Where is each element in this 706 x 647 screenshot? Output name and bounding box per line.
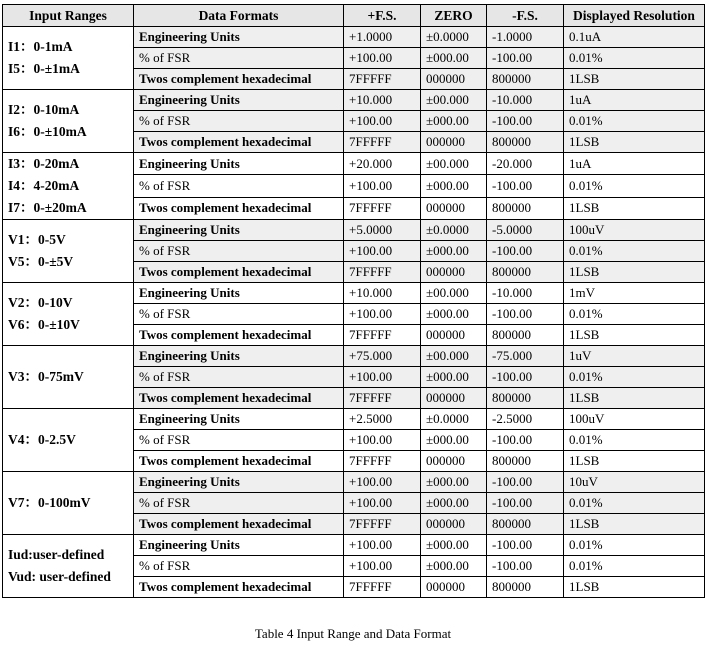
data-format-cell: Twos complement hexadecimal [134, 262, 344, 283]
data-format-cell: Twos complement hexadecimal [134, 577, 344, 598]
positive-fs-cell: +100.00 [344, 241, 421, 262]
table-row [3, 283, 705, 304]
resolution-cell: 1LSB [564, 577, 705, 598]
input-range-cell [3, 535, 134, 598]
input-range-label: Vud: user-defined [8, 569, 111, 584]
positive-fs-cell: 7FFFFF [344, 132, 421, 153]
positive-fs-cell: +20.000 [344, 153, 421, 175]
data-format-cell: Engineering Units [134, 220, 344, 241]
data-format-cell: Twos complement hexadecimal [134, 514, 344, 535]
resolution-cell: 0.1uA [564, 27, 705, 48]
zero-cell: ±0.0000 [421, 409, 487, 430]
resolution-cell: 1LSB [564, 69, 705, 90]
data-format-cell: % of FSR [134, 304, 344, 325]
input-range-cell [3, 90, 134, 153]
zero-cell: ±000.00 [421, 241, 487, 262]
positive-fs-cell: 7FFFFF [344, 451, 421, 472]
data-format-cell: Twos complement hexadecimal [134, 451, 344, 472]
resolution-cell: 100uV [564, 220, 705, 241]
resolution-cell: 0.01% [564, 241, 705, 262]
positive-fs-cell: 7FFFFF [344, 388, 421, 409]
table-caption: Table 4 Input Range and Data Format [254, 626, 452, 641]
input-range-label: I5：0-±1mA [8, 61, 80, 76]
negative-fs-cell: -100.00 [487, 367, 564, 388]
negative-fs-cell: -100.00 [487, 556, 564, 577]
positive-fs-cell: +100.00 [344, 493, 421, 514]
negative-fs-cell: -1.0000 [487, 27, 564, 48]
positive-fs-cell: 7FFFFF [344, 197, 421, 219]
negative-fs-cell: -100.00 [487, 111, 564, 132]
resolution-cell: 1LSB [564, 514, 705, 535]
zero-cell: ±000.00 [421, 111, 487, 132]
resolution-cell: 1LSB [564, 325, 705, 346]
negative-fs-cell: -100.00 [487, 304, 564, 325]
positive-fs-cell: 7FFFFF [344, 69, 421, 90]
data-format-cell: Engineering Units [134, 409, 344, 430]
zero-cell: ±000.00 [421, 556, 487, 577]
resolution-cell: 100uV [564, 409, 705, 430]
zero-cell: ±00.000 [421, 90, 487, 111]
negative-fs-cell: -20.000 [487, 153, 564, 175]
data-format-cell: Twos complement hexadecimal [134, 325, 344, 346]
data-format-cell: Twos complement hexadecimal [134, 132, 344, 153]
input-range-label: I2：0-10mA [8, 102, 80, 117]
positive-fs-cell: 7FFFFF [344, 325, 421, 346]
negative-fs-cell: 800000 [487, 69, 564, 90]
input-range-cell [3, 27, 134, 90]
header-zero: ZERO [421, 5, 487, 27]
input-range-label: V1：0-5V [8, 232, 66, 247]
positive-fs-cell: +100.00 [344, 111, 421, 132]
positive-fs-cell: +100.00 [344, 535, 421, 556]
table-row [3, 220, 705, 241]
data-format-cell: % of FSR [134, 111, 344, 132]
negative-fs-cell: -100.00 [487, 241, 564, 262]
table-row [3, 535, 705, 556]
data-format-cell: % of FSR [134, 556, 344, 577]
table-row [3, 153, 705, 175]
input-range-cell [3, 220, 134, 283]
resolution-cell: 1LSB [564, 262, 705, 283]
positive-fs-cell: +100.00 [344, 304, 421, 325]
data-format-cell: Twos complement hexadecimal [134, 197, 344, 219]
input-range-cell [3, 409, 134, 472]
table-row [3, 346, 705, 367]
negative-fs-cell: -100.00 [487, 175, 564, 197]
header-displayed-resolution: Displayed Resolution [564, 5, 705, 27]
negative-fs-cell: -100.00 [487, 430, 564, 451]
input-range-label: V7：0-100mV [8, 495, 91, 510]
resolution-cell: 1uA [564, 153, 705, 175]
data-format-cell: Twos complement hexadecimal [134, 69, 344, 90]
negative-fs-cell: -100.00 [487, 48, 564, 69]
positive-fs-cell: +100.00 [344, 367, 421, 388]
data-format-cell: Engineering Units [134, 27, 344, 48]
positive-fs-cell: +100.00 [344, 175, 421, 197]
zero-cell: ±000.00 [421, 367, 487, 388]
resolution-cell: 0.01% [564, 111, 705, 132]
positive-fs-cell: 7FFFFF [344, 262, 421, 283]
zero-cell: 000000 [421, 388, 487, 409]
data-format-cell: Engineering Units [134, 283, 344, 304]
header-data-formats: Data Formats [134, 5, 344, 27]
zero-cell: ±00.000 [421, 346, 487, 367]
resolution-cell: 0.01% [564, 556, 705, 577]
negative-fs-cell: -10.000 [487, 90, 564, 111]
zero-cell: ±00.000 [421, 283, 487, 304]
zero-cell: 000000 [421, 262, 487, 283]
resolution-cell: 1LSB [564, 451, 705, 472]
header-positive-fs: +F.S. [344, 5, 421, 27]
zero-cell: ±000.00 [421, 175, 487, 197]
table-row [3, 409, 705, 430]
zero-cell: 000000 [421, 325, 487, 346]
zero-cell: ±000.00 [421, 48, 487, 69]
input-range-label: I6：0-±10mA [8, 124, 87, 139]
input-range-label: V3：0-75mV [8, 369, 84, 384]
zero-cell: ±0.0000 [421, 220, 487, 241]
zero-cell: ±000.00 [421, 472, 487, 493]
data-format-cell: Engineering Units [134, 346, 344, 367]
input-range-label: V5：0-±5V [8, 254, 74, 269]
resolution-cell: 1LSB [564, 388, 705, 409]
zero-cell: 000000 [421, 69, 487, 90]
negative-fs-cell: -5.0000 [487, 220, 564, 241]
zero-cell: 000000 [421, 451, 487, 472]
data-format-cell: Engineering Units [134, 472, 344, 493]
zero-cell: ±000.00 [421, 493, 487, 514]
data-format-cell: Engineering Units [134, 90, 344, 111]
data-format-cell: Twos complement hexadecimal [134, 388, 344, 409]
data-format-cell: % of FSR [134, 493, 344, 514]
negative-fs-cell: 800000 [487, 197, 564, 219]
data-format-cell: % of FSR [134, 367, 344, 388]
data-format-cell: Engineering Units [134, 535, 344, 556]
table-header [3, 5, 705, 27]
zero-cell: ±00.000 [421, 153, 487, 175]
positive-fs-cell: 7FFFFF [344, 577, 421, 598]
negative-fs-cell: -100.00 [487, 535, 564, 556]
data-format-cell: Engineering Units [134, 153, 344, 175]
zero-cell: ±000.00 [421, 304, 487, 325]
zero-cell: 000000 [421, 197, 487, 219]
header-input-ranges: Input Ranges [3, 5, 134, 27]
data-format-cell: % of FSR [134, 175, 344, 197]
input-range-cell [3, 346, 134, 409]
resolution-cell: 0.01% [564, 535, 705, 556]
positive-fs-cell: +2.5000 [344, 409, 421, 430]
header-row [3, 5, 705, 27]
negative-fs-cell: 800000 [487, 325, 564, 346]
input-range-table [2, 4, 705, 598]
table-body [3, 27, 705, 598]
input-range-label: I4：4-20mA [8, 178, 80, 193]
resolution-cell: 0.01% [564, 430, 705, 451]
positive-fs-cell: +100.00 [344, 556, 421, 577]
positive-fs-cell: +1.0000 [344, 27, 421, 48]
input-range-label: Iud:user-defined [8, 547, 105, 562]
header-negative-fs: -F.S. [487, 5, 564, 27]
input-range-cell [3, 153, 134, 220]
input-range-label: I3：0-20mA [8, 156, 80, 171]
resolution-cell: 1uA [564, 90, 705, 111]
input-range-cell [3, 283, 134, 346]
positive-fs-cell: +5.0000 [344, 220, 421, 241]
negative-fs-cell: -10.000 [487, 283, 564, 304]
resolution-cell: 1uV [564, 346, 705, 367]
resolution-cell: 0.01% [564, 367, 705, 388]
zero-cell: ±000.00 [421, 535, 487, 556]
positive-fs-cell: +100.00 [344, 472, 421, 493]
negative-fs-cell: 800000 [487, 262, 564, 283]
table-row [3, 472, 705, 493]
table-row [3, 90, 705, 111]
data-format-cell: % of FSR [134, 241, 344, 262]
input-range-cell [3, 472, 134, 535]
positive-fs-cell: +100.00 [344, 430, 421, 451]
negative-fs-cell: -75.000 [487, 346, 564, 367]
negative-fs-cell: 800000 [487, 388, 564, 409]
negative-fs-cell: 800000 [487, 451, 564, 472]
resolution-cell: 1mV [564, 283, 705, 304]
positive-fs-cell: +100.00 [344, 48, 421, 69]
negative-fs-cell: -100.00 [487, 493, 564, 514]
negative-fs-cell: -2.5000 [487, 409, 564, 430]
resolution-cell: 0.01% [564, 304, 705, 325]
negative-fs-cell: 800000 [487, 577, 564, 598]
input-range-label: I7：0-±20mA [8, 200, 87, 215]
positive-fs-cell: +10.000 [344, 283, 421, 304]
zero-cell: 000000 [421, 514, 487, 535]
negative-fs-cell: 800000 [487, 514, 564, 535]
negative-fs-cell: -100.00 [487, 472, 564, 493]
input-range-label: V6：0-±10V [8, 317, 80, 332]
resolution-cell: 0.01% [564, 48, 705, 69]
input-range-label: V4：0-2.5V [8, 432, 76, 447]
input-range-label: I1：0-1mA [8, 39, 73, 54]
negative-fs-cell: 800000 [487, 132, 564, 153]
resolution-cell: 1LSB [564, 132, 705, 153]
zero-cell: 000000 [421, 577, 487, 598]
zero-cell: ±0.0000 [421, 27, 487, 48]
resolution-cell: 1LSB [564, 197, 705, 219]
data-format-cell: % of FSR [134, 430, 344, 451]
table-row [3, 27, 705, 48]
positive-fs-cell: +10.000 [344, 90, 421, 111]
zero-cell: 000000 [421, 132, 487, 153]
input-range-label: V2：0-10V [8, 295, 73, 310]
resolution-cell: 0.01% [564, 175, 705, 197]
zero-cell: ±000.00 [421, 430, 487, 451]
resolution-cell: 10uV [564, 472, 705, 493]
positive-fs-cell: +75.000 [344, 346, 421, 367]
resolution-cell: 0.01% [564, 493, 705, 514]
positive-fs-cell: 7FFFFF [344, 514, 421, 535]
data-format-cell: % of FSR [134, 48, 344, 69]
